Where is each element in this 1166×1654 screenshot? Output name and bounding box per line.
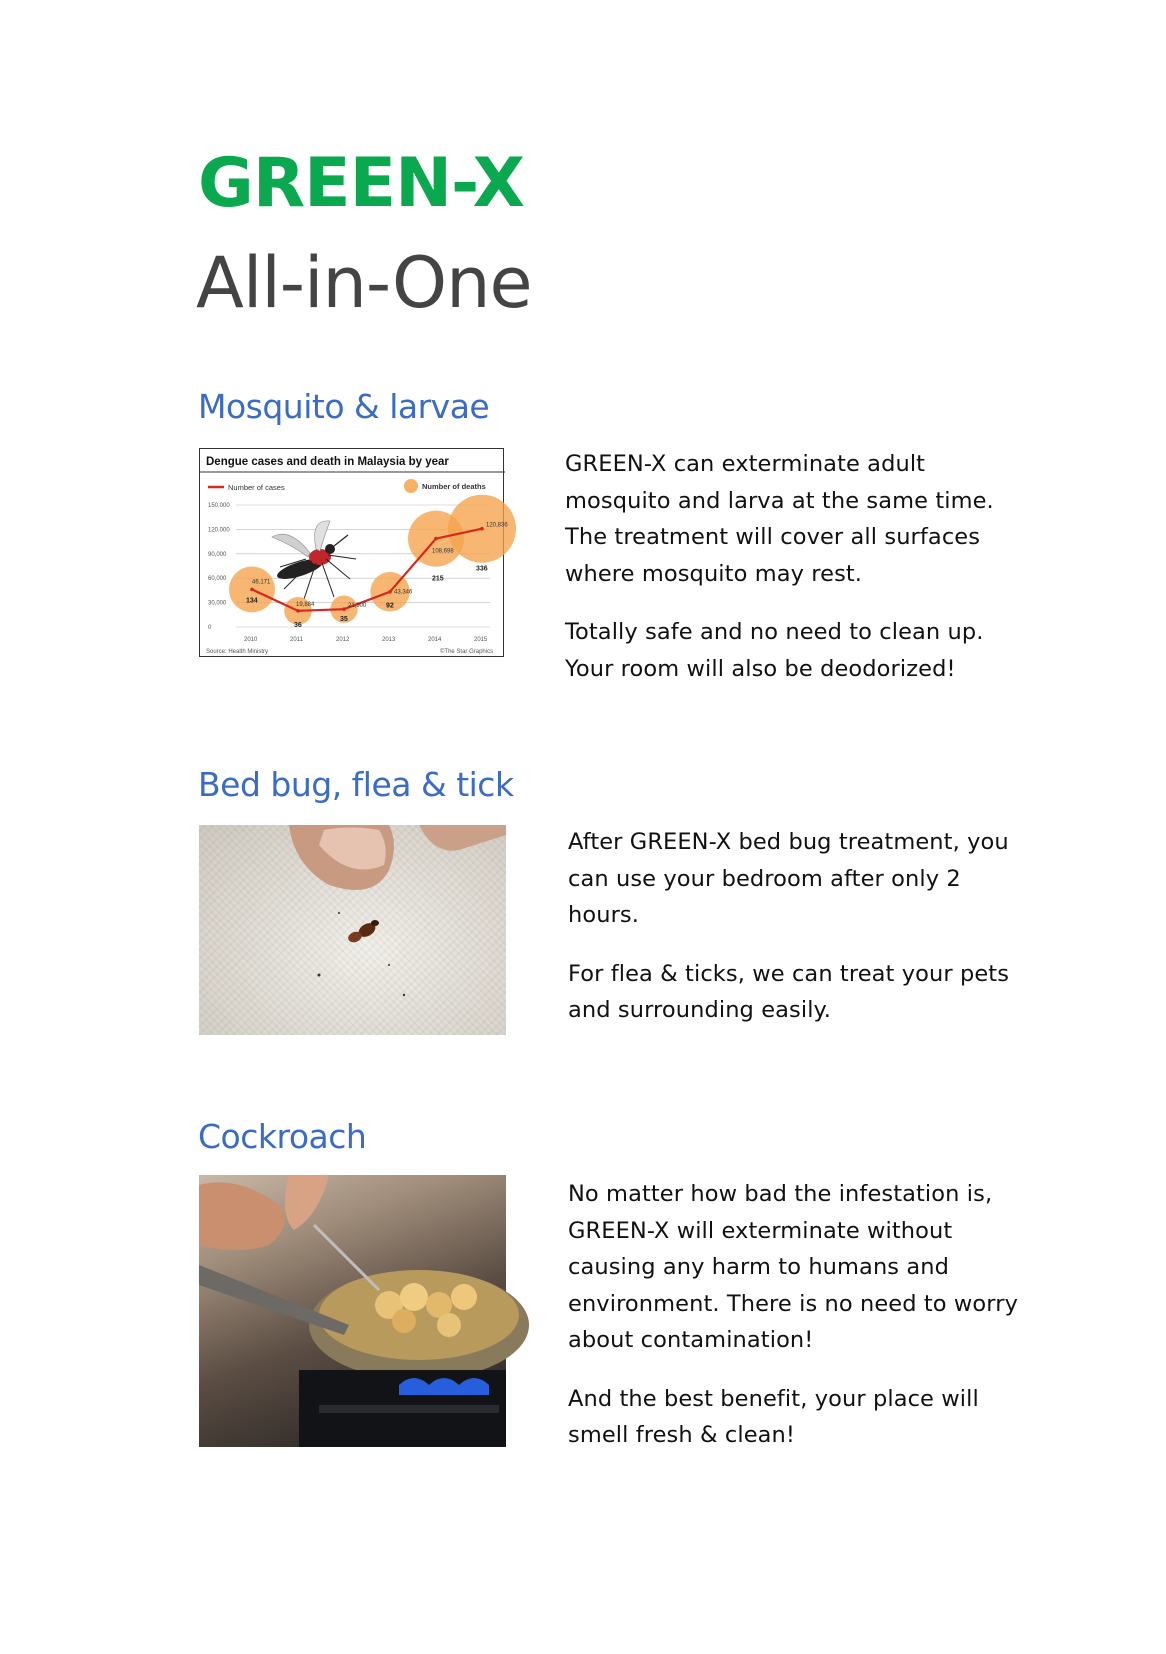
- y-tick-label: 90,000: [208, 551, 227, 558]
- x-tick-label: 2013: [382, 637, 396, 643]
- deaths-data-label: 215: [432, 575, 444, 583]
- mosquito-illustration: [272, 521, 356, 599]
- cases-point: [434, 537, 438, 541]
- y-tick-label: 150,000: [208, 503, 230, 509]
- paragraph: GREEN-X can exterminate adult mosquito and larva at the same time. The treatment will cover all surfaces where mosquito may rest.: [565, 451, 994, 587]
- paragraph: Totally safe and no need to clean up. Your room will also be deodorized!: [565, 619, 984, 682]
- deaths-data-label: 35: [340, 616, 348, 624]
- paragraph: After GREEN-X bed bug treatment, you can use your bedroom after only 2 hours.: [568, 829, 1009, 928]
- cases-data-label: 108,698: [432, 548, 454, 555]
- section-text-cockroach: [568, 1176, 1038, 1476]
- paragraph: For flea & ticks, we can treat your pets and surrounding easily.: [568, 960, 1010, 1023]
- y-tick-label: 30,000: [208, 600, 227, 607]
- legend-deaths-label: Number of deaths: [422, 482, 486, 491]
- cases-data-label: 21,900: [348, 603, 367, 610]
- y-tick-label: 0: [208, 625, 212, 631]
- bedbug-photo-art: [199, 825, 506, 1035]
- cases-data-label: 120,836: [486, 522, 508, 529]
- bedbug-photo: [199, 825, 506, 1035]
- chart-credit: ©The Star Graphics: [440, 649, 494, 655]
- x-tick-label: 2010: [244, 637, 258, 643]
- cases-point: [480, 527, 484, 531]
- deaths-data-label: 36: [294, 621, 302, 629]
- x-tick-label: 2014: [428, 637, 442, 643]
- x-tick-label: 2012: [336, 637, 350, 643]
- cases-data-label: 43,346: [394, 589, 413, 596]
- section-text-mosquito: [565, 446, 1035, 709]
- section-text-bedbug: [568, 824, 1038, 1051]
- cases-point: [250, 588, 254, 592]
- x-tick-label: 2015: [474, 637, 488, 643]
- legend-deaths-swatch: [404, 479, 418, 493]
- deaths-data-label: 92: [386, 602, 394, 610]
- paragraph: No matter how bad the infestation is, GREEN-X will exterminate without causing any harm to humans and environment. There is no need to worry about contamination!: [568, 1181, 1019, 1353]
- section-heading-mosquito: Mosquito & larvae: [198, 387, 490, 426]
- page-subtitle: All-in-One: [196, 242, 532, 324]
- legend-cases-label: Number of cases: [228, 483, 285, 492]
- y-tick-label: 120,000: [208, 527, 230, 534]
- deaths-data-label: 336: [476, 565, 488, 573]
- cases-point: [388, 590, 392, 594]
- cooking-photo-art: [199, 1175, 506, 1447]
- cooking-photo: [199, 1175, 506, 1447]
- cases-data-label: 19,884: [296, 601, 315, 608]
- dengue-chart: [199, 448, 508, 657]
- deaths-data-label: 134: [246, 597, 258, 605]
- cases-point: [296, 609, 300, 613]
- paragraph: And the best benefit, your place will smell fresh & clean!: [568, 1385, 979, 1448]
- cases-data-label: 46,171: [252, 579, 271, 586]
- x-tick-label: 2011: [290, 637, 303, 643]
- dengue-chart-svg: [200, 449, 508, 658]
- section-heading-bedbug: Bed bug, flea & tick: [198, 765, 514, 804]
- y-tick-label: 60,000: [208, 576, 227, 583]
- chart-source: Source: Health Ministry: [206, 649, 269, 655]
- chart-title: Dengue cases and death in Malaysia by year: [206, 456, 449, 468]
- brand-title: GREEN-X: [198, 144, 525, 223]
- section-heading-cockroach: Cockroach: [198, 1117, 367, 1156]
- cases-point: [342, 607, 346, 611]
